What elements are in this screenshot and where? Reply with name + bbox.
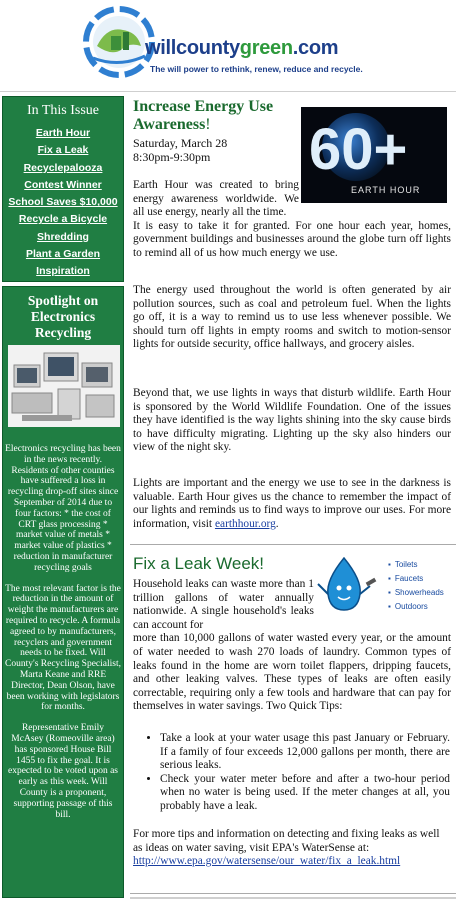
list-item xyxy=(3,175,123,192)
article-paragraph-4 xyxy=(133,477,451,531)
leak-item-outdoors: ▪ Outdoors xyxy=(388,600,444,614)
article-title: Fix a Leak Week! xyxy=(133,554,265,573)
list-item xyxy=(3,261,123,278)
list-item xyxy=(3,158,123,175)
main-content xyxy=(130,93,456,899)
leak-paragraph-2 xyxy=(133,828,451,869)
in-this-issue-heading: In This Issue xyxy=(26,103,100,118)
logo-part-will: will xyxy=(145,37,177,59)
paragraph-text: For more tips and information on detecting and fixing leaks as well as ideas on water saving, visit EPA's WaterSense at: xyxy=(133,828,440,854)
issue-link-recyclepalooza[interactable]: Recyclepalooza xyxy=(23,161,103,174)
issue-link-recycle-a-bicycle[interactable]: Recycle a Bicycle xyxy=(18,213,108,226)
tagline: The will power to rethink, renew, reduce and recycle. xyxy=(150,64,363,74)
list-item xyxy=(3,227,123,244)
paragraph-text: Lights are important and the energy we use to see in the darkness is valuable. Earth Hour gives us the chance to remember the impact of our lights and reminds us to find ways to improve our uses. For more information, visit xyxy=(133,477,451,530)
paragraph-text: Household leaks can waste more than 1 trillion gallons of water annually nationwide. A single household's leaks can account for xyxy=(133,578,314,631)
fix-a-leak-article xyxy=(130,548,456,894)
article-title-text: Increase Energy Use Awareness xyxy=(133,98,274,133)
logo-wordmark[interactable] xyxy=(145,37,338,60)
list-item xyxy=(3,244,123,261)
issue-link-school-saves[interactable]: School Saves $10,000 xyxy=(8,196,118,209)
list-item xyxy=(3,209,123,226)
earthhour-link[interactable]: earthhour.org xyxy=(214,517,276,530)
issue-link-plant-a-garden[interactable]: Plant a Garden xyxy=(25,248,101,261)
article-title xyxy=(133,98,293,134)
earth-hour-article xyxy=(130,93,456,545)
leak-item-faucets: ▪ Faucets xyxy=(388,572,444,586)
logo-part-green: green xyxy=(239,37,293,59)
article-paragraph-2: The energy used throughout the world is often generated by air pollution sources, such as coal and petroleum fuel. When the lights go off, it is a way to remind us to use less whenever possible. We should turn off lights in empty rooms and switch to motion-sensor lights for outside security, office hallways, and grocery aisles. xyxy=(133,284,451,351)
paragraph-text: Earth Hour was created to bring energy awareness worldwide. We all use energy, nearly all the time. xyxy=(133,179,299,219)
article-title-bang: ! xyxy=(205,116,211,133)
event-time: 8:30pm-9:30pm xyxy=(133,150,211,164)
paragraph-text: . xyxy=(275,517,279,530)
leak-item-toilets: ▪ Toilets xyxy=(388,558,444,572)
list-item: • Check your water meter before and after a two-hour period when no water is being used. If the meter changes at all, you probably have a leak. xyxy=(160,773,450,814)
spotlight-heading: Spotlight on Electronics Recycling xyxy=(27,293,99,340)
leak-paragraph-1 xyxy=(133,578,451,714)
list-item: • Take a look at your water usage this past January or February. If a family of four exceeds 12,000 gallons per month, there are serious leaks. xyxy=(160,732,450,773)
issue-link-earth-hour[interactable]: Earth Hour xyxy=(35,127,91,139)
list-item xyxy=(3,192,123,209)
site-header xyxy=(0,0,456,92)
spotlight-paragraph-3: Representative Emily McAsey (Romeoville area) has sponsored House Bill 1455 to fix the goal. It is expected to be voted upon as early as this week. Will County is a proponent, supporting passage of this bill. xyxy=(7,723,118,820)
list-item xyxy=(3,140,123,157)
paragraph-text: It is easy to take it for granted. For one hour each year, homes, government buildings and businesses around the globe turn off lights to remind all of us how much energy we use. xyxy=(133,219,451,259)
spotlight-paragraph-1: Electronics recycling has been in the news recently. Residents of other counties have suffered a loss in recycling drop-off sites since September of 2014 due to four factors: * the cost of CRT glass processing * market value of metals * market value of plastics * reduction in manufacturer recycling goals xyxy=(5,444,121,573)
issue-link-inspiration[interactable]: Inspiration xyxy=(36,265,90,278)
sidebar xyxy=(0,93,128,899)
spotlight-box xyxy=(2,286,124,898)
paragraph-text: more than 10,000 gallons of water wasted every year, or the amount of water needed to wash 270 loads of laundry. Common types of leaks found in the home are worn toilet flappers, dripping faucets, and other leaking valves. These types of leaks are often easily correctable, requiring only a few tools and hardware that can pay for themselves in water savings. Two Quick Tips: xyxy=(133,632,451,713)
logo-part-com: .com xyxy=(292,37,339,59)
event-date: Saturday, March 28 xyxy=(133,136,228,150)
spotlight-text xyxy=(5,444,121,830)
list-item xyxy=(3,123,123,140)
issue-link-fix-a-leak[interactable]: Fix a Leak xyxy=(37,144,89,157)
issue-link-list xyxy=(3,123,123,279)
issue-link-contest-winner[interactable]: Contest Winner xyxy=(24,178,102,191)
earth-hour-caption: EARTH HOUR xyxy=(351,185,421,195)
logo-part-county: county xyxy=(176,37,240,59)
spotlight-paragraph-2: The most relevant factor is the reduction in the amount of weight the manufacturers are required to recycle. A formula agreed to by manufacturers, recyclers and government needs to be fixed. Will County's Recycling Specialist, Marta Keane and RRE Director, Dean Olson, have been working with legislators for months. xyxy=(5,583,121,713)
electronics-image xyxy=(8,345,120,427)
issue-link-shredding[interactable]: Shredding xyxy=(37,230,89,243)
leak-item-showerheads: ▪ Showerheads xyxy=(388,586,444,600)
earth-hour-big-text: 60+ xyxy=(309,117,408,182)
article-paragraph-3: Beyond that, we use lights in ways that disturb wildlife. Earth Hour is sponsored by the World Wildlife Foundation. One of the issues they have identified is the way lights shining into the sky cause birds to have difficulty migrating. Lighting up the sky also hinders our view of the night sky. xyxy=(133,387,451,454)
quick-tips-list xyxy=(160,732,450,814)
epa-watersense-link[interactable]: http://www.epa.gov/watersense/our_water/fix_a_leak.html xyxy=(133,855,401,868)
in-this-issue-box xyxy=(2,96,124,282)
article-paragraph-1 xyxy=(133,179,451,261)
